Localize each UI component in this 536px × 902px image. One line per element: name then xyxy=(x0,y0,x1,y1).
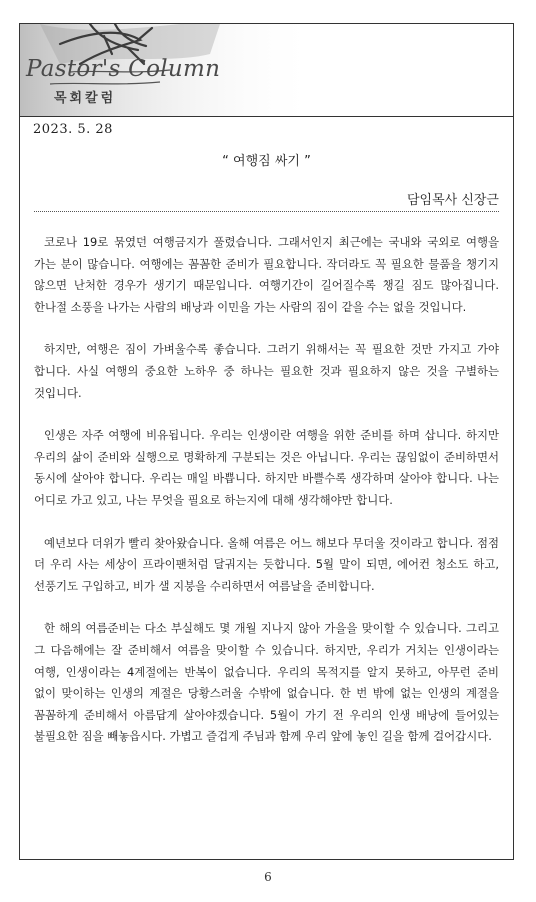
article-date: 2023. 5. 28 xyxy=(33,122,113,137)
paragraph: 예년보다 더위가 빨리 찾아왔습니다. 올해 여름은 어느 해보다 무더울 것이라고 합니다. 점점 더 우리 사는 세상이 프라이팬처럼 달궈지는 듯합니다. 5월 말이 되면, 에어컨 청소도 하고, 선풍기도 구입하고, 비가 샐 지붕을 수리하면서 여름날을 준비합니다. xyxy=(34,535,499,593)
paragraph: 코로나 19로 묶였던 여행금지가 풀렸습니다. 그래서인지 최근에는 국내와 국외로 여행을 가는 분이 많습니다. 여행에는 꼼꼼한 준비가 필요합니다. 작더라도 꼭 필요한 물품을 챙기지 않으면 난처한 경우가 생기기 때문입니다. 여행기간이 길어질수록 챙길 짐도 많아집니다. 한나절 소풍을 나가는 사람의 배낭과 이민을 가는 사람의 짐이 같을 수는 없을 것입니다. xyxy=(34,235,499,314)
article-author: 담임목사 신장근 xyxy=(406,193,499,208)
article-body xyxy=(34,232,499,769)
article-title: “ 여행짐 싸기 ” xyxy=(222,154,311,169)
paragraph: 하지만, 여행은 짐이 가벼울수록 좋습니다. 그러기 위해서는 꼭 필요한 것만 가지고 가야 합니다. 사실 여행의 중요한 노하우 중 하나는 필요한 것과 필요하지 않은 것을 구별하는 것입니다. xyxy=(34,342,499,400)
column-banner xyxy=(20,24,513,116)
banner-subtitle: 목회칼럼 xyxy=(54,91,117,106)
column-frame xyxy=(19,23,514,860)
dotted-divider xyxy=(34,211,499,212)
page-number: 6 xyxy=(264,870,272,884)
paragraph: 인생은 자주 여행에 비유됩니다. 우리는 인생이란 여행을 위한 준비를 하며 삽니다. 하지만 우리의 삶이 준비와 실행으로 명확하게 구분되는 것은 아닙니다. 우리는 끊임없이 준비하면서 동시에 살아야 합니다. 우리는 매일 바쁩니다. 하지만 바쁠수록 생각하며 살아야 합니다. 나는 어디로 가고 있고, 나는 무엇을 필요로 하는지에 대해 생각해야만 합니다. xyxy=(34,428,499,507)
banner-title: Pastor's Column xyxy=(26,56,221,82)
paragraph: 한 해의 여름준비는 다소 부실해도 몇 개월 지나지 않아 가을을 맞이할 수 있습니다. 그리고 그 다음해에는 잘 준비해서 여름을 맞이할 수 있습니다. 하지만, 우리가 거치는 인생이라는 여행, 인생이라는 4계절에는 반복이 없습니다. 우리의 목적지를 알지 못하고, 아무런 준비 없이 맞이하는 인생의 계절은 당황스러울 수밖에 없습니다. 한 번 밖에 없는 인생의 계절을 꼼꼼하게 준비해서 아름답게 살아야겠습니다. 5월이 가기 전 우리의 인생 배낭에 들어있는 불필요한 짐을 빼놓읍시다. 가볍고 즐겁게 주님과 함께 우리 앞에 놓인 길을 함께 걸어갑시다. xyxy=(34,621,499,744)
banner-divider xyxy=(20,116,513,117)
